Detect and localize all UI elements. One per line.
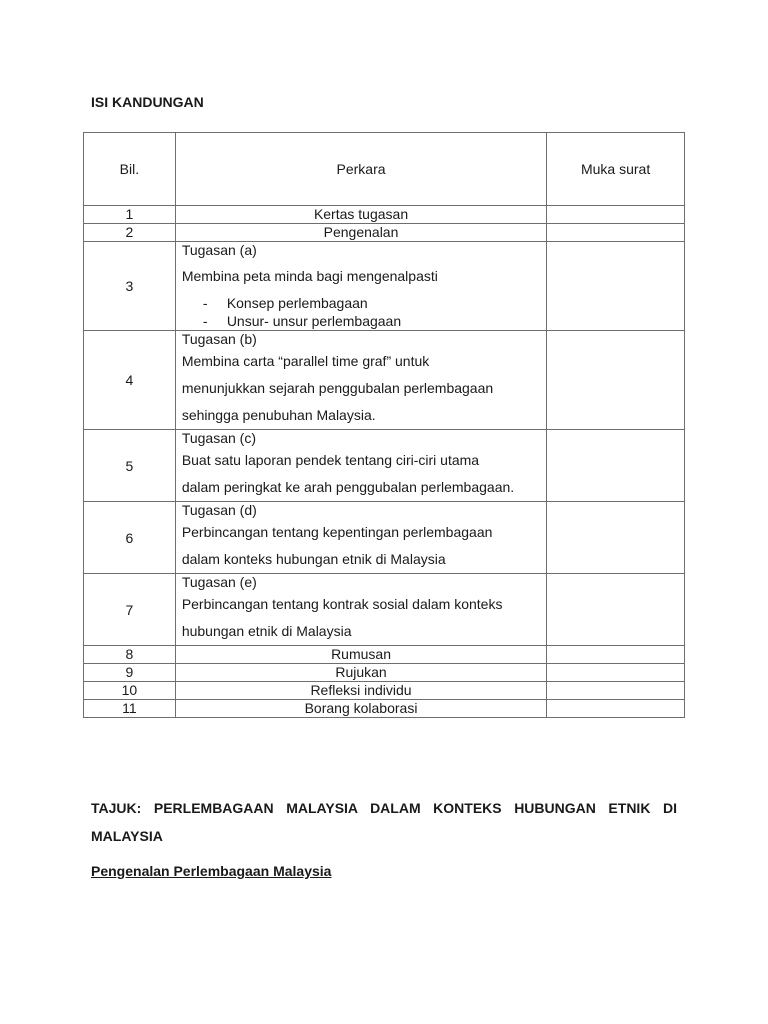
row-bil: 3 — [84, 242, 176, 331]
task-line: Membina peta minda bagi mengenalpasti — [181, 268, 438, 284]
row-muka-surat — [547, 224, 685, 242]
table-row — [84, 242, 685, 331]
header-muka-surat: Muka surat — [547, 133, 685, 206]
row-perkara: Borang kolaborasi — [175, 700, 546, 718]
header-perkara: Perkara — [175, 133, 546, 206]
row-bil: 2 — [84, 224, 176, 242]
row-perkara: Refleksi individu — [175, 682, 546, 700]
task-line: Membina carta “parallel time graf” untuk — [181, 353, 430, 369]
row-perkara: Kertas tugasan — [175, 206, 546, 224]
table-row — [84, 700, 685, 718]
row-muka-surat — [547, 331, 685, 430]
row-muka-surat — [547, 502, 685, 574]
table-row — [84, 224, 685, 242]
task-line: Perbincangan tentang kepentingan perlembagaan — [181, 524, 493, 540]
list-item — [182, 294, 546, 312]
task-line: Perbincangan tentang kontrak sosial dalam konteks — [181, 596, 503, 612]
row-muka-surat — [547, 664, 685, 682]
task-line: dalam peringkat ke arah penggubalan perlembagaan. — [181, 479, 515, 495]
row-perkara: Pengenalan — [175, 224, 546, 242]
table-row — [84, 331, 685, 430]
task-title: Tugasan (e) — [181, 574, 257, 590]
task-line: hubungan etnik di Malaysia — [181, 623, 352, 639]
task-title: Tugasan (a) — [181, 242, 257, 258]
bullet-text: Konsep perlembagaan — [226, 295, 368, 311]
table-row — [84, 682, 685, 700]
list-item — [182, 312, 546, 330]
table-row — [84, 430, 685, 502]
row-perkara — [175, 574, 546, 646]
row-bil: 9 — [84, 664, 176, 682]
row-muka-surat — [547, 682, 685, 700]
toc-heading: ISI KANDUNGAN — [91, 94, 204, 110]
task-title: Tugasan (b) — [181, 331, 257, 347]
toc-table — [83, 132, 685, 718]
document-title: TAJUK: PERLEMBAGAAN MALAYSIA DALAM KONTEKS HUBUNGAN ETNIK DI MALAYSIA — [91, 800, 677, 844]
row-bil: 1 — [84, 206, 176, 224]
task-title: Tugasan (c) — [181, 430, 256, 446]
row-bil: 8 — [84, 646, 176, 664]
row-perkara — [175, 331, 546, 430]
task-title: Tugasan (d) — [181, 502, 257, 518]
bullet-text: Unsur- unsur perlembagaan — [226, 313, 402, 329]
row-perkara — [175, 430, 546, 502]
row-muka-surat — [547, 646, 685, 664]
task-line: menunjukkan sejarah penggubalan perlembagaan — [181, 380, 494, 396]
table-row — [84, 646, 685, 664]
row-bil: 11 — [84, 700, 176, 718]
header-bil: Bil. — [84, 133, 176, 206]
row-bil: 10 — [84, 682, 176, 700]
row-muka-surat — [547, 700, 685, 718]
row-bil: 6 — [84, 502, 176, 574]
dash-icon: - — [202, 313, 208, 329]
task-line: sehingga penubuhan Malaysia. — [181, 407, 376, 423]
table-header-row — [84, 133, 685, 206]
row-bil: 5 — [84, 430, 176, 502]
section-heading: Pengenalan Perlembagaan Malaysia — [91, 863, 332, 879]
table-row — [84, 664, 685, 682]
row-perkara — [175, 242, 546, 331]
row-bil: 4 — [84, 331, 176, 430]
table-row — [84, 502, 685, 574]
row-bil: 7 — [84, 574, 176, 646]
task-line: Buat satu laporan pendek tentang ciri-ciri utama — [181, 452, 480, 468]
task-line: dalam konteks hubungan etnik di Malaysia — [181, 551, 446, 567]
row-muka-surat — [547, 430, 685, 502]
row-perkara: Rujukan — [175, 664, 546, 682]
row-perkara — [175, 502, 546, 574]
task-bullet-list — [182, 294, 546, 330]
row-muka-surat — [547, 574, 685, 646]
row-muka-surat — [547, 206, 685, 224]
table-row — [84, 206, 685, 224]
dash-icon: - — [202, 295, 208, 311]
row-perkara: Rumusan — [175, 646, 546, 664]
row-muka-surat — [547, 242, 685, 331]
table-row — [84, 574, 685, 646]
